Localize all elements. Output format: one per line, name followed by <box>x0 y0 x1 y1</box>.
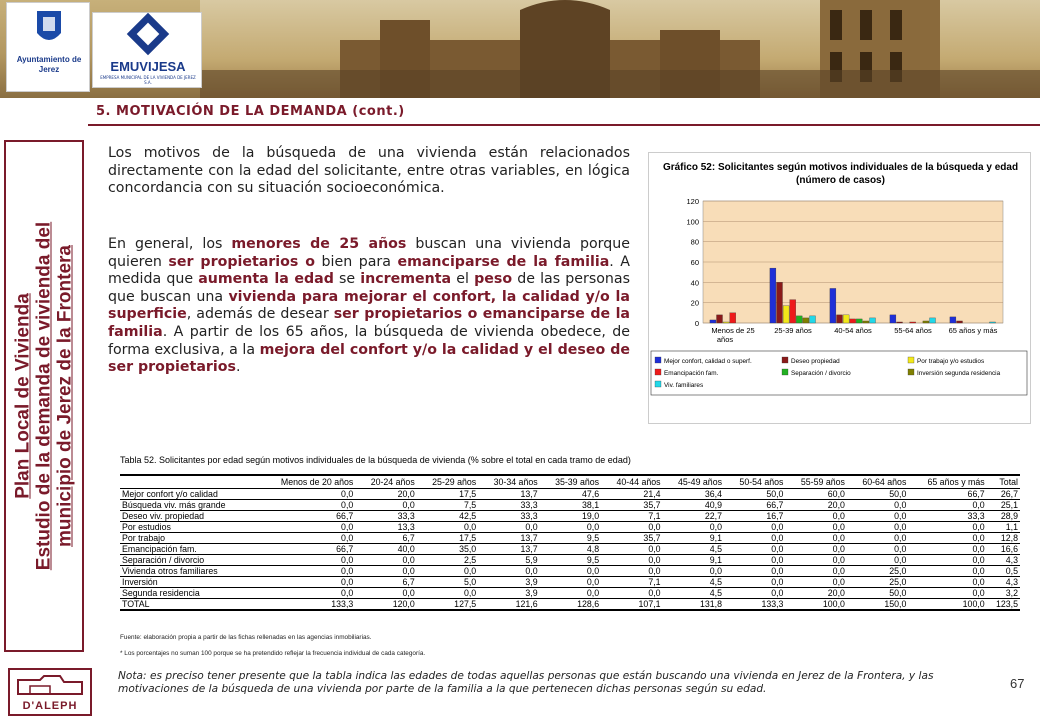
bar <box>730 313 736 323</box>
table-row <box>120 543 1020 554</box>
table-cell: 33,3 <box>908 510 986 521</box>
table-cell: 0,0 <box>355 554 416 565</box>
bar <box>783 306 789 323</box>
legend-label: Emancipación fam. <box>664 370 719 377</box>
table-cell: 0,0 <box>258 488 356 499</box>
highlight-text: vivienda para mejorar el confort, la calidad y/o la superficie <box>108 288 630 323</box>
table-cell: 13,7 <box>478 543 539 554</box>
table-cell: 60,0 <box>785 488 846 499</box>
table-cell: 0,0 <box>785 521 846 532</box>
highlight-text: incrementa <box>360 271 452 288</box>
table-cell: 0,0 <box>258 554 356 565</box>
bar <box>723 322 729 323</box>
table-cell: 13,7 <box>478 488 539 499</box>
table-cell: 9,5 <box>540 554 601 565</box>
table-cell: 0,5 <box>987 565 1020 576</box>
y-tick-label: 60 <box>690 258 699 267</box>
table-cell: 21,4 <box>601 488 662 499</box>
table-cell: 1,1 <box>987 521 1020 532</box>
table-cell: 38,1 <box>540 499 601 510</box>
table-cell: 100,0 <box>908 598 986 610</box>
table-header-cell: 65 años y más <box>908 475 986 488</box>
bar <box>870 318 876 323</box>
bar <box>830 288 836 323</box>
table-cell: 0,0 <box>601 587 662 598</box>
table-cell: 120,0 <box>355 598 416 610</box>
table-cell: 0,0 <box>355 565 416 576</box>
table-cell: 0,0 <box>724 554 785 565</box>
legend-swatch <box>655 369 661 375</box>
table-cell: 66,7 <box>908 488 986 499</box>
table-cell: 133,3 <box>724 598 785 610</box>
table-cell: 50,0 <box>847 587 908 598</box>
table-cell: 0,0 <box>785 554 846 565</box>
table-cell: 26,7 <box>987 488 1020 499</box>
body-text-segment: el <box>451 271 475 288</box>
table-cell: 0,0 <box>540 521 601 532</box>
table-row-label: Emancipación fam. <box>120 543 258 554</box>
table-cell: 16,6 <box>987 543 1020 554</box>
highlight-text: peso <box>474 271 513 288</box>
table-row <box>120 510 1020 521</box>
table-source-note: Fuente: elaboración propia a partir de las fichas rellenadas en las agencias inmobiliarias. <box>120 634 372 641</box>
table-cell: 22,7 <box>663 510 724 521</box>
table-cell: 0,0 <box>908 554 986 565</box>
table-header-cell: 50-54 años <box>724 475 785 488</box>
table-header-cell: Total <box>987 475 1020 488</box>
bar <box>796 316 802 323</box>
table-row <box>120 554 1020 565</box>
table-cell: 7,1 <box>601 576 662 587</box>
y-tick-label: 0 <box>694 319 699 328</box>
emuvijesa-logo <box>92 12 202 88</box>
table-cell: 127,5 <box>417 598 478 610</box>
table-cell: 0,0 <box>785 576 846 587</box>
table-row <box>120 576 1020 587</box>
table-cell: 33,3 <box>478 510 539 521</box>
legend-label: Separación / divorcio <box>791 370 851 377</box>
table-cell: 4,5 <box>663 576 724 587</box>
table-cell: 3,9 <box>478 576 539 587</box>
table-cell: 20,0 <box>785 587 846 598</box>
bar <box>717 315 723 323</box>
table-cell: 4,8 <box>540 543 601 554</box>
body-text-segment: de las personas que buscan una <box>108 271 631 305</box>
table-cell: 13,7 <box>478 532 539 543</box>
table-cell: 0,0 <box>478 565 539 576</box>
bar <box>850 319 856 323</box>
table-cell: 20,0 <box>355 488 416 499</box>
body-text-segment: bien para <box>315 253 398 270</box>
table-header-cell: 30-34 años <box>478 475 539 488</box>
table-cell: 7,5 <box>417 499 478 510</box>
table-cell: 0,0 <box>785 532 846 543</box>
table-cell: 0,0 <box>908 565 986 576</box>
table-cell: 0,0 <box>601 521 662 532</box>
legend-swatch <box>908 357 914 363</box>
table-row-label: Búsqueda viv. más grande <box>120 499 258 510</box>
table-row-label: Mejor confort y/o calidad <box>120 488 258 499</box>
chart-panel <box>648 152 1031 424</box>
legend-swatch <box>782 357 788 363</box>
table-cell: 0,0 <box>785 510 846 521</box>
x-tick-label: 65 años y más <box>948 326 998 335</box>
analysis-paragraph <box>108 236 630 377</box>
table-cell: 25,0 <box>847 565 908 576</box>
bar <box>897 322 903 323</box>
table-cell: 4,5 <box>663 543 724 554</box>
body-text-segment: , además de desear <box>186 306 334 323</box>
table-row <box>120 499 1020 510</box>
table-cell: 36,4 <box>663 488 724 499</box>
legend-swatch <box>782 369 788 375</box>
bar <box>957 321 963 323</box>
table-cell: 0,0 <box>724 532 785 543</box>
table-header-cell: 40-44 años <box>601 475 662 488</box>
table-row-label: TOTAL <box>120 598 258 610</box>
table-cell: 66,7 <box>258 510 356 521</box>
table-cell: 0,0 <box>724 543 785 554</box>
table-cell: 0,0 <box>908 499 986 510</box>
table-row-label: Por estudios <box>120 521 258 532</box>
table-cell: 0,0 <box>601 554 662 565</box>
table-cell: 13,3 <box>355 521 416 532</box>
table-header-cell: 20-24 años <box>355 475 416 488</box>
table-cell: 100,0 <box>785 598 846 610</box>
bar <box>890 315 896 323</box>
table-cell: 66,7 <box>724 499 785 510</box>
table-cell: 0,0 <box>258 587 356 598</box>
legend-label: Deseo propiedad <box>791 358 840 365</box>
sidebar-title-line1: Plan Local de Vivienda <box>12 293 34 499</box>
table-header-cell: Menos de 20 años <box>258 475 356 488</box>
highlight-text: emanciparse de la familia <box>397 253 610 270</box>
table-cell: 6,7 <box>355 532 416 543</box>
bar <box>810 316 816 323</box>
table-cell: 0,0 <box>908 576 986 587</box>
table-cell: 40,9 <box>663 499 724 510</box>
body-text-segment: . A partir de los 65 años, la búsqueda de vivienda obedece, de forma exclusiva, a la <box>108 323 630 358</box>
table-cell: 0,0 <box>540 565 601 576</box>
table-cell: 131,8 <box>663 598 724 610</box>
table-cell: 128,6 <box>540 598 601 610</box>
ayuntamiento-logo <box>6 2 90 92</box>
y-tick-label: 80 <box>690 237 699 247</box>
table-body <box>120 488 1020 610</box>
legend-label: Viv. familiares <box>664 382 704 389</box>
table-cell: 42,5 <box>417 510 478 521</box>
table-cell: 0,0 <box>785 565 846 576</box>
bar <box>837 315 843 323</box>
table-cell: 17,5 <box>417 488 478 499</box>
x-tick-label: 55-64 años <box>894 326 932 335</box>
highlight-text: menores de 25 años <box>231 236 407 252</box>
table-percent-note: * Los porcentajes no suman 100 porque se ha pretendido reflejar la frecuencia individual de cada categoría. <box>120 650 426 657</box>
emuvijesa-logo-subtext: EMPRESA MUNICIPAL DE LA VIVIENDA DE JEREZ S.A. <box>100 75 196 85</box>
legend-swatch <box>655 357 661 363</box>
table-cell: 0,0 <box>540 576 601 587</box>
bar <box>990 322 996 323</box>
emuvijesa-logo-text: EMUVIJESA <box>110 59 186 74</box>
table-row-label: Separación / divorcio <box>120 554 258 565</box>
table-header-cell: 35-39 años <box>540 475 601 488</box>
table-row-label: Por trabajo <box>120 532 258 543</box>
legend-label: Inversión segunda residencia <box>917 370 1001 377</box>
table-cell: 4,3 <box>987 576 1020 587</box>
table-cell: 0,0 <box>908 587 986 598</box>
table-cell: 0,0 <box>847 510 908 521</box>
table-cell: 3,9 <box>478 587 539 598</box>
legend-label: Por trabajo y/o estudios <box>917 358 985 365</box>
bar <box>910 322 916 323</box>
table-row-label: Inversión <box>120 576 258 587</box>
x-tick-label: 40-54 años <box>834 326 872 335</box>
table-cell: 0,0 <box>601 543 662 554</box>
table-cell: 0,0 <box>417 565 478 576</box>
table-cell: 33,3 <box>355 510 416 521</box>
table-title: Tabla 52. Solicitantes por edad según motivos individuales de la búsqueda de vivienda (% sobre el total en cada tramo de edad) <box>120 455 631 465</box>
table-row <box>120 488 1020 499</box>
table-header-cell: 60-64 años <box>847 475 908 488</box>
daleph-emblem-icon <box>10 670 90 700</box>
table-cell: 0,0 <box>724 521 785 532</box>
daleph-logo-text: D'ALEPH <box>22 700 78 712</box>
highlight-text: aumenta la edad <box>198 271 334 288</box>
table-cell: 150,0 <box>847 598 908 610</box>
table-row-label: Vivienda otros familiares <box>120 565 258 576</box>
table-cell: 133,3 <box>258 598 356 610</box>
x-tick-label: Menos de 25 años <box>711 326 755 344</box>
table-cell: 0,0 <box>258 565 356 576</box>
y-tick-label: 120 <box>686 197 699 206</box>
header-banner <box>0 0 1040 98</box>
table-cell: 20,0 <box>785 499 846 510</box>
table-cell: 0,0 <box>417 587 478 598</box>
legend-swatch <box>655 381 661 387</box>
table-cell: 5,9 <box>478 554 539 565</box>
table-cell: 0,0 <box>724 576 785 587</box>
data-table <box>120 474 1020 611</box>
highlight-text: ser propietarios o emanciparse de la familia <box>108 306 630 340</box>
table-cell: 6,7 <box>355 576 416 587</box>
table-cell: 17,5 <box>417 532 478 543</box>
table-cell: 19,0 <box>540 510 601 521</box>
bar <box>950 317 956 323</box>
table-cell: 35,7 <box>601 532 662 543</box>
table-cell: 16,7 <box>724 510 785 521</box>
table-cell: 33,3 <box>478 499 539 510</box>
table-cell: 0,0 <box>724 587 785 598</box>
bar <box>856 319 862 323</box>
body-text-segment: . <box>235 359 241 376</box>
body-text-segment: buscan una vivienda porque quieren <box>108 236 630 270</box>
table-cell: 12,8 <box>987 532 1020 543</box>
table-cell: 0,0 <box>540 587 601 598</box>
daleph-logo <box>8 668 92 716</box>
bar <box>777 282 783 323</box>
table-row <box>120 587 1020 598</box>
ayuntamiento-logo-text: Ayuntamiento de Jerez <box>16 55 82 74</box>
table-cell: 4,5 <box>663 587 724 598</box>
bar <box>790 300 796 323</box>
legend-swatch <box>908 369 914 375</box>
table-cell: 9,1 <box>663 532 724 543</box>
table-cell: 0,0 <box>908 543 986 554</box>
table-cell: 5,0 <box>417 576 478 587</box>
table-cell: 0,0 <box>724 565 785 576</box>
table-row-label: Segunda residencia <box>120 587 258 598</box>
bar <box>843 315 849 323</box>
intro-paragraph: Los motivos de la búsqueda de una vivienda están relacionados directamente con la edad del solicitante, entre otras variables, en lógica concordancia con su situación socioeconómica. <box>108 145 630 197</box>
bar <box>863 321 869 323</box>
body-text-segment: se <box>333 271 361 288</box>
table-cell: 0,0 <box>847 499 908 510</box>
body-text-segment: En general, los <box>108 236 232 252</box>
table-cell: 2,5 <box>417 554 478 565</box>
bar <box>770 268 776 323</box>
table-cell: 107,1 <box>601 598 662 610</box>
table-cell: 0,0 <box>847 543 908 554</box>
table-cell: 0,0 <box>258 499 356 510</box>
table-header-cell: 45-49 años <box>663 475 724 488</box>
table-cell: 0,0 <box>258 576 356 587</box>
table-cell: 50,0 <box>724 488 785 499</box>
table-header-cell: 55-59 años <box>785 475 846 488</box>
table-row <box>120 532 1020 543</box>
table-row <box>120 598 1020 610</box>
table-cell: 0,0 <box>258 532 356 543</box>
table-cell: 9,5 <box>540 532 601 543</box>
table-cell: 0,0 <box>847 554 908 565</box>
table-cell: 0,0 <box>258 521 356 532</box>
table-cell: 0,0 <box>355 587 416 598</box>
page-number: 67 <box>1010 676 1025 691</box>
table-cell: 66,7 <box>258 543 356 554</box>
sidebar-title <box>13 146 76 646</box>
shield-icon <box>7 3 91 53</box>
table-header-cell <box>120 475 258 488</box>
table-cell: 25,0 <box>847 576 908 587</box>
chart-title: Gráfico 52: Solicitantes según motivos individuales de la búsqueda y edad (número de casos) <box>662 162 1019 186</box>
table-cell: 121,6 <box>478 598 539 610</box>
table-cell: 0,0 <box>908 521 986 532</box>
table-cell: 0,0 <box>847 532 908 543</box>
table-cell: 0,0 <box>417 521 478 532</box>
table-cell: 0,0 <box>663 521 724 532</box>
table-row-label: Deseo viv. propiedad <box>120 510 258 521</box>
table-cell: 3,2 <box>987 587 1020 598</box>
y-tick-label: 100 <box>686 217 699 227</box>
title-divider <box>88 124 1040 126</box>
table-cell: 0,0 <box>355 499 416 510</box>
bottom-note: Nota: es preciso tener presente que la tabla indica las edades de todas aquellas personas que están buscando una vivienda en Jerez de la Frontera, y las motivaciones de la búsqueda de una vivienda por parte de la familia a la que pertenecen dichas personas según su edad. <box>118 670 934 695</box>
table-header-row <box>120 475 1020 488</box>
table-cell: 0,0 <box>478 521 539 532</box>
table-cell: 28,9 <box>987 510 1020 521</box>
highlight-text: ser propietarios o <box>168 253 316 270</box>
y-tick-label: 40 <box>690 278 699 288</box>
table-row <box>120 565 1020 576</box>
bar-chart <box>649 153 1032 425</box>
y-tick-label: 20 <box>690 298 699 308</box>
bar <box>803 318 809 323</box>
table-cell: 123,5 <box>987 598 1020 610</box>
table-row <box>120 521 1020 532</box>
table-cell: 7,1 <box>601 510 662 521</box>
table-cell: 35,0 <box>417 543 478 554</box>
table-cell: 50,0 <box>847 488 908 499</box>
table-cell: 0,0 <box>785 543 846 554</box>
sidebar-title-line3: municipio de Jerez de la Frontera <box>54 245 76 547</box>
highlight-text: mejora del confort y/o la calidad y el deseo de ser propietarios <box>108 341 630 376</box>
x-tick-label: 25-39 años <box>774 326 812 335</box>
bar <box>710 320 716 323</box>
body-text-segment: . A medida que <box>108 253 631 288</box>
table-cell: 0,0 <box>908 532 986 543</box>
table-cell: 35,7 <box>601 499 662 510</box>
table-cell: 0,0 <box>601 565 662 576</box>
bar <box>930 318 936 323</box>
emuvijesa-emblem-icon <box>93 13 203 59</box>
table-cell: 4,3 <box>987 554 1020 565</box>
table-cell: 0,0 <box>847 521 908 532</box>
section-title: 5. MOTIVACIÓN DE LA DEMANDA (cont.) <box>96 104 405 119</box>
table-cell: 0,0 <box>663 565 724 576</box>
bar <box>923 321 929 323</box>
table-cell: 40,0 <box>355 543 416 554</box>
sidebar-title-line2: Estudio de la demanda de vivienda del <box>33 221 55 571</box>
table-cell: 25,1 <box>987 499 1020 510</box>
table-cell: 47,6 <box>540 488 601 499</box>
table-cell: 9,1 <box>663 554 724 565</box>
legend-label: Mejor confort, calidad o superf. <box>664 358 752 365</box>
table-header-cell: 25-29 años <box>417 475 478 488</box>
